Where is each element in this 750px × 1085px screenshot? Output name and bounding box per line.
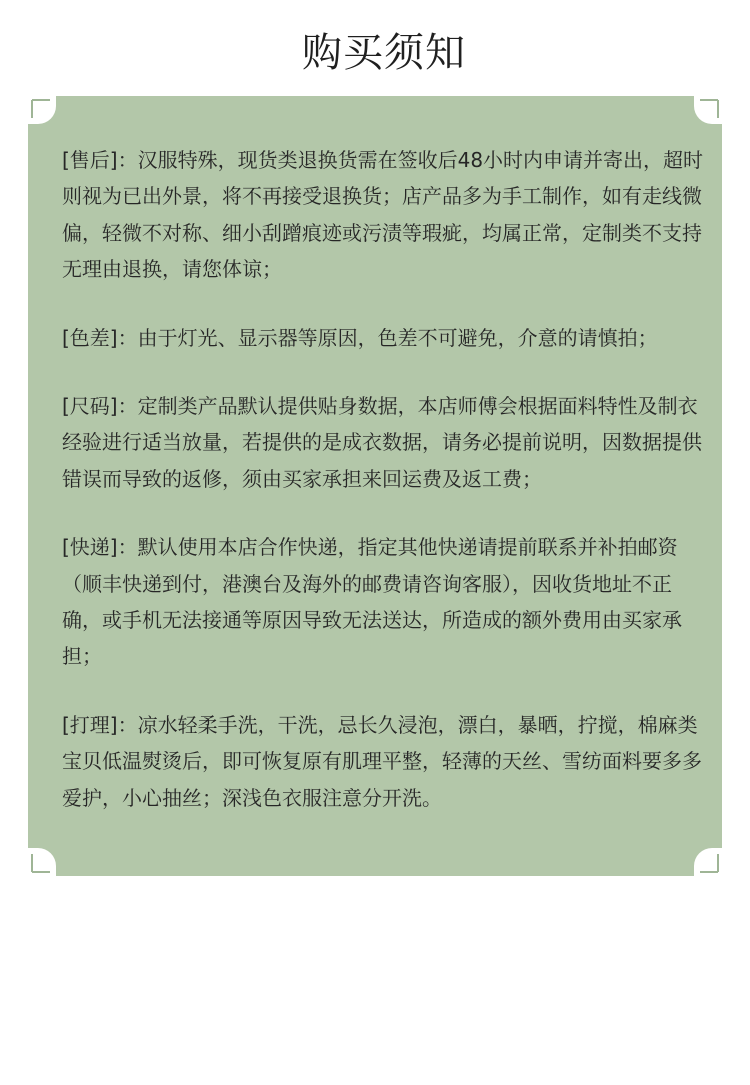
notice-content bbox=[62, 142, 710, 816]
note-shipping: [快递]：默认使用本店合作快递，指定其他快递请提前联系并补拍邮资（顺丰快递到付，港澳台及海外的邮费请咨询客服），因收货地址不正确，或手机无法接通等原因导致无法送达，所造成的额外费用由买家承担； bbox=[62, 535, 682, 669]
page-title: 购买须知 bbox=[302, 30, 466, 76]
note-color-difference: [色差]：由于灯光、显示器等原因，色差不可避免，介意的请慎拍； bbox=[62, 325, 658, 350]
note-care: [打理]：凉水轻柔手洗，干洗，忌长久浸泡，漂白，暴晒，拧搅，棉麻类宝贝低温熨烫后，即可恢复原有肌理平整，轻薄的天丝、雪纺面料要多多爱护，小心抽丝；深浅色衣服注意分开洗。 bbox=[62, 712, 702, 810]
note-sizing: [尺码]：定制类产品默认提供贴身数据，本店师傅会根据面料特性及制衣经验进行适当放量，若提供的是成衣数据，请务必提前说明，因数据提供错误而导致的返修，须由买家承担来回运费及返工费； bbox=[62, 394, 702, 491]
notice-panel bbox=[28, 96, 722, 876]
note-after-sales: [售后]：汉服特殊，现货类退换货需在签收后48小时内申请并寄出，超时则视为已出外景，将不再接受退换货；店产品多为手工制作，如有走线微偏，轻微不对称、细小刮蹭痕迹或污渍等瑕疵，均属正常，定制类不支持无理由退换，请您体谅； bbox=[62, 148, 704, 282]
